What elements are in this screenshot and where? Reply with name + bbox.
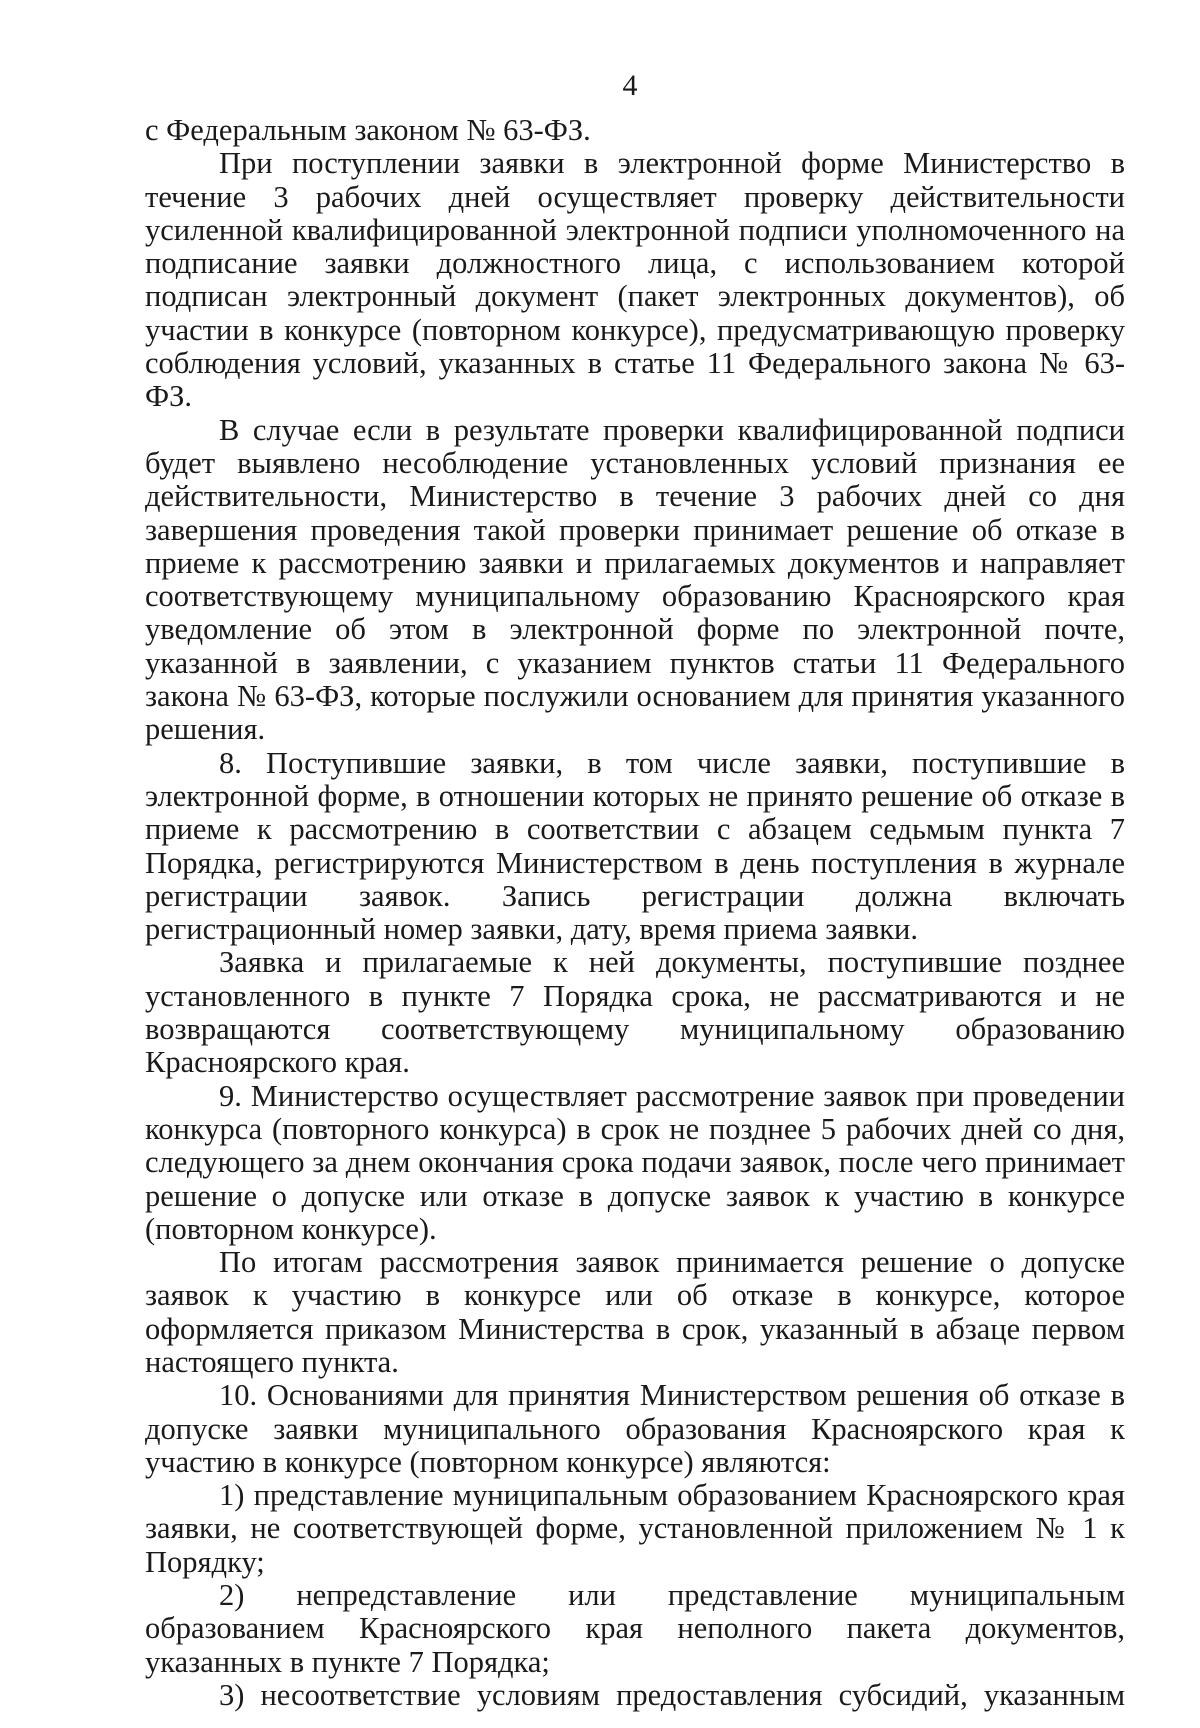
list-item-2: 2) непредставление или представление муниципальным образованием Красноярского края неполного пакета документов, указанных в пункте 7 Порядка; — [145, 1578, 1125, 1679]
paragraph-review-results: По итогам рассмотрения заявок принимается решение о допуске заявок к участию в конкурсе или об отказе в конкурсе, которое оформляется приказом Министерства в срок, указанный в абзаце первом настоящего пункта. — [145, 1245, 1125, 1379]
page-number: 4 — [622, 69, 638, 102]
paragraph-item-10: 10. Основаниями для принятия Министерством решения об отказе в допуске заявки муниципального образования Красноярского края к участию в конкурсе (повторном конкурсе) являются: — [145, 1378, 1125, 1479]
paragraph-item-8: 8. Поступившие заявки, в том числе заявки, поступившие в электронной форме, в отношении которых не принято решение об отказе в приеме к рассмотрению в соответствии с абзацем седьмым пункта 7 Порядка, регистрируются Министерством в день поступления в журнале регистрации заявок. Запись регистрации должна включать регистрационный номер заявки, дату, время приема заявки. — [145, 745, 1125, 947]
paragraph-signature-failure: В случае если в результате проверки квалифицированной подписи будет выявлено несоблюдение установленных условий признания ее действительности, Министерство в течение 3 рабочих дней со дня завершения проведения такой проверки принимает решение об отказе в приеме к рассмотрению заявки и прилагаемых документов и направляет соответствующему муниципальному образованию Красноярского края уведомление об этом в электронной форме по электронной почте, указанной в заявлении, с указанием пунктов статьи 11 Федерального закона № 63-ФЗ, которые послужили основанием для принятия указанного решения. — [145, 412, 1125, 747]
paragraph-continuation: с Федеральным законом № 63-ФЗ. — [145, 113, 591, 147]
paragraph-signature-verification: При поступлении заявки в электронной форме Министерство в течение 3 рабочих дней осуществляет проверку действительности усиленной квалифицированной электронной подписи уполномоченного на подписание заявки должностного лица, с использованием которой подписан электронный документ (пакет электронных документов), об участии в конкурсе (повторном конкурсе), предусматривающую проверку соблюдения условий, указанных в статье 11 Федерального закона № 63-ФЗ. — [145, 146, 1125, 414]
list-item-3: 3) несоответствие условиям предоставления субсидий, указанным — [219, 1677, 1125, 1712]
list-item-1: 1) представление муниципальным образованием Красноярского края заявки, не соответствующей форме, установленной приложением № 1 к Порядку; — [145, 1478, 1125, 1579]
paragraph-item-9: 9. Министерство осуществляет рассмотрение заявок при проведении конкурса (повторного конкурса) в срок не позднее 5 рабочих дней со дня, следующего за днем окончания срока подачи заявок, после чего принимает решение о допуске или отказе в допуске заявок к участию в конкурсе (повторном конкурсе). — [145, 1078, 1125, 1246]
document-body — [145, 114, 1125, 1712]
paragraph-late-applications: Заявка и прилагаемые к ней документы, поступившие позднее установленного в пункте 7 Порядка срока, не рассматриваются и не возвращаются соответствующему муниципальному образованию Красноярского края. — [145, 945, 1125, 1080]
